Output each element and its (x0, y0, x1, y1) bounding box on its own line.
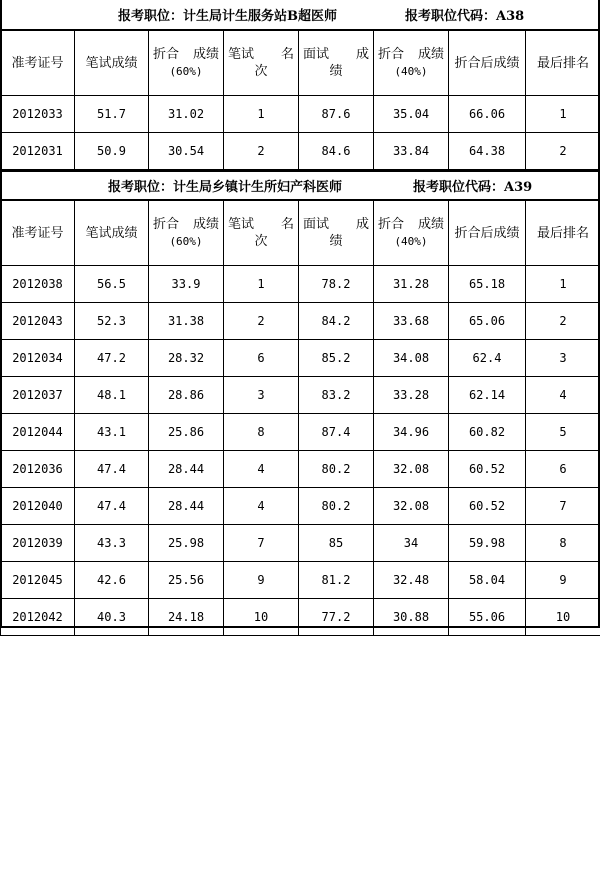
cell-exam-id: 2012036 (1, 451, 75, 488)
cell-written-rank: 10 (224, 599, 299, 636)
cell-final-rank: 8 (526, 525, 600, 562)
table-row (1, 488, 600, 525)
table-row (1, 562, 600, 599)
cell-written-score: 50.9 (75, 133, 149, 170)
cell-interview-score: 87.6 (299, 96, 374, 133)
cell-written-rank: 2 (224, 133, 299, 170)
cell-converted-60: 31.02 (149, 96, 224, 133)
cell-written-rank: 8 (224, 414, 299, 451)
cell-total-score: 62.14 (449, 377, 526, 414)
table-row (1, 340, 600, 377)
cell-exam-id: 2012034 (1, 340, 75, 377)
cell-interview-score: 85.2 (299, 340, 374, 377)
cell-written-score: 48.1 (75, 377, 149, 414)
header-converted-60: 折合 成绩 (60%) (149, 31, 224, 96)
cell-exam-id: 2012031 (1, 133, 75, 170)
cell-exam-id: 2012040 (1, 488, 75, 525)
position-code: 报考职位代码：A39 (413, 180, 533, 195)
cell-total-score: 62.4 (449, 340, 526, 377)
header-interview-score: 面试 成 绩 (299, 31, 374, 96)
cell-interview-score: 78.2 (299, 266, 374, 303)
cell-interview-score: 84.2 (299, 303, 374, 340)
header-converted-40: 折合 成绩 (40%) (374, 31, 449, 96)
cell-interview-score: 80.2 (299, 488, 374, 525)
cell-total-score: 58.04 (449, 562, 526, 599)
cell-written-score: 43.3 (75, 525, 149, 562)
cell-written-score: 51.7 (75, 96, 149, 133)
table-row (1, 451, 600, 488)
cell-converted-60: 28.44 (149, 451, 224, 488)
cell-total-score: 64.38 (449, 133, 526, 170)
cell-converted-60: 28.86 (149, 377, 224, 414)
cell-converted-60: 28.44 (149, 488, 224, 525)
section-2 (0, 170, 600, 636)
cell-total-score: 65.18 (449, 266, 526, 303)
table-row (1, 303, 600, 340)
cell-total-score: 65.06 (449, 303, 526, 340)
cell-interview-score: 84.6 (299, 133, 374, 170)
cell-final-rank: 1 (526, 96, 600, 133)
cell-final-rank: 6 (526, 451, 600, 488)
cell-converted-60: 25.56 (149, 562, 224, 599)
cell-converted-40: 35.04 (374, 96, 449, 133)
cell-converted-60: 28.32 (149, 340, 224, 377)
cell-converted-60: 24.18 (149, 599, 224, 636)
position-code: 报考职位代码：A38 (405, 9, 525, 24)
header-row (1, 31, 600, 96)
cell-written-rank: 7 (224, 525, 299, 562)
table-row (1, 133, 600, 170)
header-converted-60: 折合 成绩 (60%) (149, 201, 224, 266)
cell-converted-60: 31.38 (149, 303, 224, 340)
table-row (1, 96, 600, 133)
cell-written-score: 52.3 (75, 303, 149, 340)
cell-final-rank: 3 (526, 340, 600, 377)
cell-final-rank: 5 (526, 414, 600, 451)
cell-written-rank: 6 (224, 340, 299, 377)
cell-total-score: 60.52 (449, 451, 526, 488)
header-total-score: 折合后成绩 (449, 31, 526, 96)
cell-written-rank: 2 (224, 303, 299, 340)
cell-converted-60: 30.54 (149, 133, 224, 170)
cell-exam-id: 2012043 (1, 303, 75, 340)
cell-final-rank: 9 (526, 562, 600, 599)
cell-total-score: 66.06 (449, 96, 526, 133)
cell-written-rank: 9 (224, 562, 299, 599)
cell-converted-60: 33.9 (149, 266, 224, 303)
cell-converted-40: 30.88 (374, 599, 449, 636)
cell-total-score: 60.82 (449, 414, 526, 451)
cell-written-score: 56.5 (75, 266, 149, 303)
cell-exam-id: 2012039 (1, 525, 75, 562)
cell-converted-40: 33.84 (374, 133, 449, 170)
score-table (0, 30, 600, 170)
cell-converted-40: 34.08 (374, 340, 449, 377)
cell-written-score: 42.6 (75, 562, 149, 599)
section-1 (0, 0, 600, 170)
cell-written-rank: 4 (224, 488, 299, 525)
table-row (1, 377, 600, 414)
cell-final-rank: 7 (526, 488, 600, 525)
cell-converted-40: 33.68 (374, 303, 449, 340)
cell-written-rank: 1 (224, 266, 299, 303)
header-converted-40: 折合 成绩 (40%) (374, 201, 449, 266)
section-title (0, 170, 600, 200)
header-exam-id: 准考证号 (1, 31, 75, 96)
cell-converted-40: 34 (374, 525, 449, 562)
cell-exam-id: 2012044 (1, 414, 75, 451)
cell-total-score: 60.52 (449, 488, 526, 525)
cell-final-rank: 4 (526, 377, 600, 414)
header-row (1, 201, 600, 266)
header-written-score: 笔试成绩 (75, 201, 149, 266)
table-row (1, 266, 600, 303)
cell-exam-id: 2012045 (1, 562, 75, 599)
cell-written-rank: 4 (224, 451, 299, 488)
cell-written-rank: 1 (224, 96, 299, 133)
cell-exam-id: 2012037 (1, 377, 75, 414)
cell-converted-40: 34.96 (374, 414, 449, 451)
cell-exam-id: 2012033 (1, 96, 75, 133)
header-final-rank: 最后排名 (526, 31, 600, 96)
table-row (1, 599, 600, 636)
cell-converted-60: 25.86 (149, 414, 224, 451)
score-table (0, 200, 600, 636)
position-title: 报考职位：计生局计生服务站B超医师 (118, 9, 337, 24)
cell-final-rank: 1 (526, 266, 600, 303)
table-row (1, 525, 600, 562)
cell-written-score: 47.4 (75, 451, 149, 488)
cell-interview-score: 81.2 (299, 562, 374, 599)
cell-total-score: 55.06 (449, 599, 526, 636)
header-final-rank: 最后排名 (526, 201, 600, 266)
table-row (1, 414, 600, 451)
header-written-rank: 笔试 名 次 (224, 31, 299, 96)
cell-written-score: 47.4 (75, 488, 149, 525)
cell-written-score: 43.1 (75, 414, 149, 451)
cell-converted-40: 32.08 (374, 451, 449, 488)
cell-interview-score: 85 (299, 525, 374, 562)
cell-converted-40: 33.28 (374, 377, 449, 414)
cell-converted-60: 25.98 (149, 525, 224, 562)
cell-written-rank: 3 (224, 377, 299, 414)
cell-converted-40: 32.48 (374, 562, 449, 599)
cell-converted-40: 32.08 (374, 488, 449, 525)
cell-final-rank: 10 (526, 599, 600, 636)
cell-final-rank: 2 (526, 133, 600, 170)
cell-exam-id: 2012038 (1, 266, 75, 303)
cell-interview-score: 87.4 (299, 414, 374, 451)
header-written-rank: 笔试 名 次 (224, 201, 299, 266)
cell-interview-score: 83.2 (299, 377, 374, 414)
header-interview-score: 面试 成 绩 (299, 201, 374, 266)
header-exam-id: 准考证号 (1, 201, 75, 266)
cell-exam-id: 2012042 (1, 599, 75, 636)
cell-interview-score: 77.2 (299, 599, 374, 636)
position-title: 报考职位：计生局乡镇计生所妇产科医师 (108, 180, 343, 195)
cell-final-rank: 2 (526, 303, 600, 340)
cell-converted-40: 31.28 (374, 266, 449, 303)
cell-total-score: 59.98 (449, 525, 526, 562)
header-written-score: 笔试成绩 (75, 31, 149, 96)
cell-written-score: 40.3 (75, 599, 149, 636)
cell-interview-score: 80.2 (299, 451, 374, 488)
section-title (0, 0, 600, 30)
cell-written-score: 47.2 (75, 340, 149, 377)
header-total-score: 折合后成绩 (449, 201, 526, 266)
